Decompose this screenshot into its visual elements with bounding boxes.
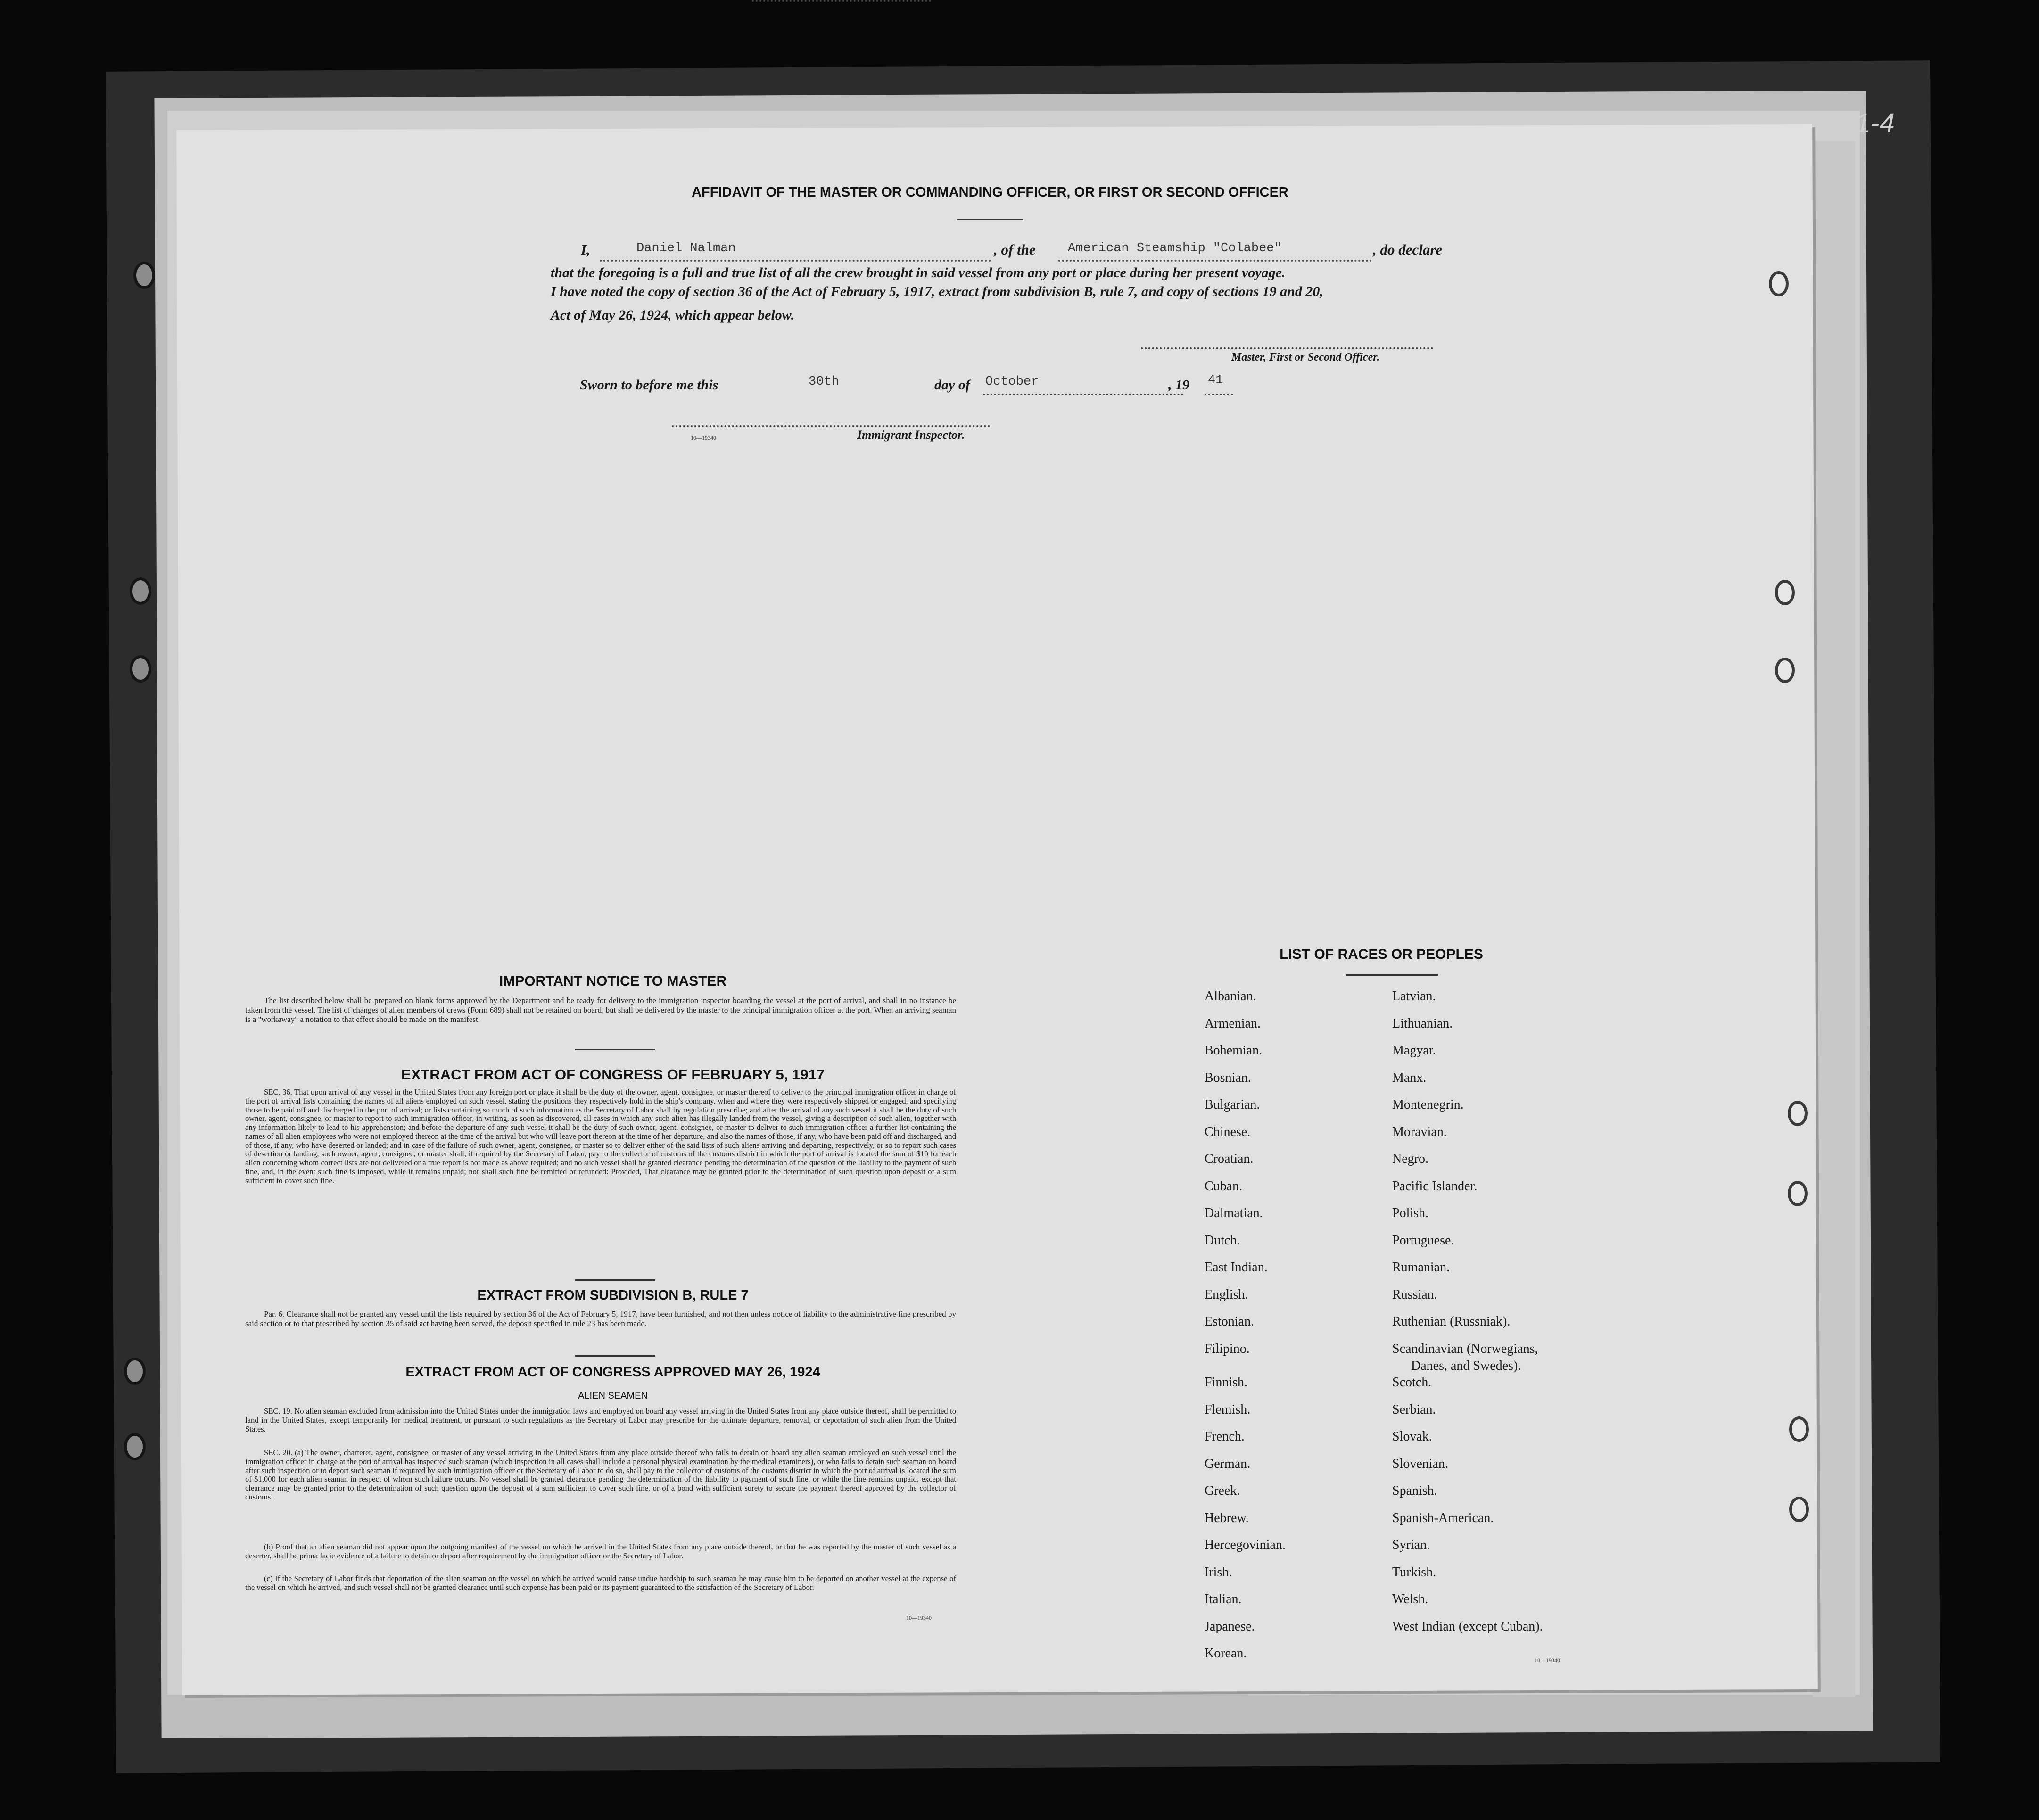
punch-hole-icon [124, 1433, 146, 1460]
race-item: Irish. [1205, 1565, 1232, 1580]
punch-hole-icon [1775, 580, 1795, 605]
rule-7-divider [575, 1355, 655, 1357]
race-item: Polish. [1392, 1206, 1429, 1220]
race-item: Greek. [1205, 1483, 1240, 1498]
race-item: Flemish. [1205, 1402, 1251, 1417]
race-item: Chinese. [1205, 1124, 1251, 1139]
extract-1924-sec-20c: (c) If the Secretary of Labor finds that deportation of the alien seaman on the vessel on which he arrived would cause undue hardship to such seaman he may cause him to be deported on another vessel at the expense of the vessel on which he arrived, and such vessel shall not be granted clearance until such expense has been paid or its payment guaranteed to the satisfaction of the Secretary of Labor. [245, 1574, 956, 1592]
race-item: Bohemian. [1205, 1043, 1263, 1058]
race-item: Armenian. [1205, 1016, 1261, 1031]
race-item: Finnish. [1205, 1375, 1248, 1390]
punch-hole-icon [1788, 1181, 1808, 1206]
race-item: Turkish. [1392, 1565, 1436, 1580]
race-item: Croatian. [1205, 1152, 1254, 1166]
race-item: Montenegrin. [1392, 1097, 1464, 1112]
affidavit-title: AFFIDAVIT OF THE MASTER OR COMMANDING OFFICER, OR FIRST OR SECOND OFFICER [692, 185, 1288, 200]
race-item: Rumanian. [1392, 1260, 1450, 1275]
sworn-day-of: day of [934, 377, 970, 393]
race-item: Scandinavian (Norwegians, [1392, 1341, 1538, 1356]
punch-hole-icon [1788, 1101, 1808, 1126]
punch-hole-icon [130, 577, 151, 605]
race-item: Pacific Islander. [1392, 1178, 1478, 1194]
sworn-year-field: 41 [1208, 373, 1223, 387]
inspector-caption: Immigrant Inspector. [857, 428, 965, 442]
extract-1924-sec-20b: (b) Proof that an alien seaman did not appear upon the outgoing manifest of the vessel on which he arrived in the United States from any place outside thereof, or that he was reported by the master of such vessel as a deserter, shall be prima facie evidence of a failure to detain or deport after requirement by the immigration officer or the Secretary of Labor. [245, 1542, 956, 1560]
declaration-line-3: I have noted the copy of section 36 of the Act of February 5, 1917, extract from subdivision B, rule 7, and copy of sections 19 and 20, [551, 284, 1323, 299]
race-item: Portuguese. [1392, 1233, 1454, 1248]
race-item: German. [1205, 1456, 1251, 1471]
race-item: Lithuanian. [1392, 1016, 1453, 1031]
race-item: Japanese. [1205, 1619, 1255, 1634]
sworn-month-field: October [985, 375, 1039, 389]
race-item: Welsh. [1392, 1592, 1428, 1606]
name-line [600, 260, 991, 262]
race-item: Negro. [1392, 1152, 1428, 1166]
race-item: Serbian. [1392, 1402, 1436, 1417]
race-item: Estonian. [1205, 1314, 1254, 1329]
race-item: Ruthenian (Russniak). [1392, 1314, 1511, 1329]
extract-1917-divider [575, 1279, 655, 1281]
race-item: Slovenian. [1392, 1456, 1448, 1471]
race-item: Manx. [1392, 1070, 1427, 1085]
extract-1917-text: SEC. 36. That upon arrival of any vessel in the United States from any foreign port or place it shall be the duty of the owner, agent, consignee, or master thereof to deliver to the principal immigration officer in charge of the port of arrival lists containing the names of all aliens employed on such vessel, stating the positions they respectively hold in the ship's company, when and where they were respectively shipped or engaged, and specifying those to be paid off and discharged in the port of arrival; or lists containing so much of such information as the Secretary of Labor shall by regulation prescribe; and after the arrival of any such vessel it shall be the duty of such owner, agent, consignee, or master to report to such immigration officer, in writing, as soon as discovered, all cases in which any such alien has illegally landed from the vessel, giving a description of such alien, together with any information likely to lead to his apprehension; and before the departure of any such vessel it shall be the duty of such owner, agent, consignee, or master to deliver to such immigration officer a further list containing the names of all alien employees who were not employed thereon at the time of the arrival but who will leave port thereon at the time of her departure, and also the names of those, if any, who have been paid off and discharged, and of those, if any, who have deserted or landed; and in case of the failure of such owner, agent, consignee, or master so to deliver either of the said lists of such aliens arriving and departing, respectively, or so to report such cases of desertion or landing, such owner, agent, consignee, or master shall, if required by the Secretary of Labor, pay to the collector of customs of the customs district in which the port of arrival is located the sum of $10 for each alien concerning whom correct lists are not delivered or a true report is not made as above required; and no such vessel shall be granted clearance pending the determination of the question of the liability to the payment of such fine, and, in the event such fine is imposed, while it remains unpaid; nor shall such fine be remitted or refunded: Provided, That clearance may be granted prior to the determination of such question upon deposit of a sum sufficient to cover such fine. [245, 1087, 956, 1185]
race-item: Russian. [1392, 1287, 1437, 1302]
race-item: Cuban. [1205, 1178, 1243, 1194]
page-number: 1-4 [1855, 108, 1895, 139]
sworn-month-line [983, 394, 1183, 395]
extract-1924-title: EXTRACT FROM ACT OF CONGRESS APPROVED MAY 26, 1924 [405, 1365, 820, 1380]
race-item: Danes, and Swedes). [1411, 1358, 1521, 1373]
races-divider [1346, 974, 1438, 976]
race-item: West Indian (except Cuban). [1392, 1619, 1543, 1634]
race-item: Latvian. [1392, 989, 1436, 1004]
punch-hole-icon [133, 262, 155, 289]
race-item: Korean. [1205, 1646, 1247, 1661]
master-caption: Master, First or Second Officer. [1231, 351, 1380, 363]
punch-hole-icon [130, 655, 151, 683]
race-item: Albanian. [1205, 989, 1256, 1004]
race-item: English. [1205, 1287, 1248, 1302]
title-underline [957, 219, 1023, 220]
inspector-signature-line [672, 425, 990, 427]
race-item: Filipino. [1205, 1341, 1250, 1356]
sworn-day-line [752, 0, 931, 2]
extract-1917-title: EXTRACT FROM ACT OF CONGRESS OF FEBRUARY 5, 1917 [401, 1066, 825, 1083]
sworn-day-field: 30th [809, 375, 839, 389]
master-name-field: Daniel Nalman [636, 241, 736, 255]
races-title: LIST OF RACES OR PEOPLES [1280, 947, 1483, 962]
race-item: Bulgarian. [1205, 1097, 1260, 1112]
extract-1924-sec-19: SEC. 19. No alien seaman excluded from admission into the United States under the immigration laws and employed on board any vessel arriving in the United States from any place outside thereof, shall be permitted to land in the United States, except temporarily for medical treatment, or pursuant to such regulations as the Secretary of Labor may prescribe for the ultimate departure, removal, or deportation of such alien from the United States. [245, 1407, 956, 1433]
race-item: French. [1205, 1429, 1245, 1444]
sworn-year-line [1205, 394, 1233, 395]
punch-hole-icon [1789, 1497, 1809, 1522]
race-item: Magyar. [1392, 1043, 1436, 1058]
race-item: Dalmatian. [1205, 1206, 1263, 1220]
sworn-year-prefix: , 19 [1168, 377, 1189, 393]
rule-7-text: Par. 6. Clearance shall not be granted any vessel until the lists required by section 36 of the Act of February 5, 1917, have been furnished, and not then unless notice of liability to the administrative fine prescribed by said section or to that prescribed by section 35 of said act having been served, the deposit specified in rule 23 has been made. [245, 1309, 956, 1328]
extract-1924-sec-20a: SEC. 20. (a) The owner, charterer, agent, consignee, or master of any vessel arriving in the United States from any place outside thereof who fails to detain on board any alien seaman employed on such vessel until the immigration officer in charge at the port of arrival has inspected such seaman (which inspection in all cases shall include a personal physical examination by the medical examiners), or who fails to detain such seaman on board after such inspection or to deport such seaman if required by such immigration officer or the Secretary of Labor to do so, shall pay to the collector of customs of the customs district in which the port of arrival is located the sum of $1,000 for each alien seaman in respect of whom such failure occurs. No vessel shall be granted clearance pending the determination of the liability to payment of such fine, or while the fine remains unpaid, except that clearance may be granted prior to the determination of such question upon the deposit of a sum sufficient to cover such fine, or of a bond with sufficient surety to secure the payment thereof approved by the collector of customs. [245, 1448, 956, 1501]
race-item: Moravian. [1392, 1124, 1447, 1139]
race-item: Bosnian. [1205, 1070, 1251, 1085]
punch-hole-icon [124, 1358, 146, 1385]
master-signature-line [1141, 347, 1433, 349]
rule-7-title: EXTRACT FROM SUBDIVISION B, RULE 7 [477, 1288, 749, 1303]
punch-hole-icon [1789, 1416, 1809, 1442]
race-item: Hercegovinian. [1205, 1538, 1286, 1552]
race-item: Slovak. [1392, 1429, 1432, 1444]
notice-title: IMPORTANT NOTICE TO MASTER [499, 973, 727, 989]
alien-seamen-subtitle: ALIEN SEAMEN [578, 1391, 648, 1401]
race-item: East Indian. [1205, 1260, 1268, 1275]
vessel-line [1058, 260, 1372, 262]
race-item: Dutch. [1205, 1233, 1240, 1248]
sworn-prefix: Sworn to before me this [580, 377, 718, 393]
underlying-page-edge [1813, 141, 1855, 1697]
declaration-pre: I, [581, 241, 590, 258]
punch-hole-icon [1775, 658, 1795, 683]
declaration-line-2: that the foregoing is a full and true list of all the crew brought in said vessel from any port or place during her present voyage. [551, 265, 1286, 280]
notice-text: The list described below shall be prepared on blank forms approved by the Department and be ready for delivery to the immigration inspector boarding the vessel at the port of arrival, and shall in no instance be taken from the vessel. The list of changes of alien members of crews (Form 689) shall not be retained on board, but shall be delivered by the master to the principal immigration officer at the port. When an arriving seaman is a "workaway" a notation to that effect should be made on the manifest. [245, 996, 956, 1024]
race-item: Spanish. [1392, 1483, 1437, 1498]
races-form-number: 10—19340 [1535, 1657, 1560, 1664]
race-item: Scotch. [1392, 1375, 1432, 1390]
affidavit-form-number: 10—19340 [691, 435, 716, 441]
declaration-of-the: , of the [994, 241, 1036, 258]
declaration-line-4: Act of May 26, 1924, which appear below. [551, 307, 795, 323]
race-item: Hebrew. [1205, 1510, 1249, 1525]
vessel-name-field: American Steamship "Colabee" [1068, 241, 1282, 255]
notice-divider [575, 1049, 655, 1050]
race-item: Spanish-American. [1392, 1510, 1494, 1525]
race-item: Syrian. [1392, 1538, 1430, 1552]
extract-form-number: 10—19340 [906, 1614, 932, 1621]
declaration-do-declare: , do declare [1373, 241, 1443, 258]
punch-hole-icon [1769, 271, 1789, 296]
race-item: Italian. [1205, 1592, 1242, 1606]
